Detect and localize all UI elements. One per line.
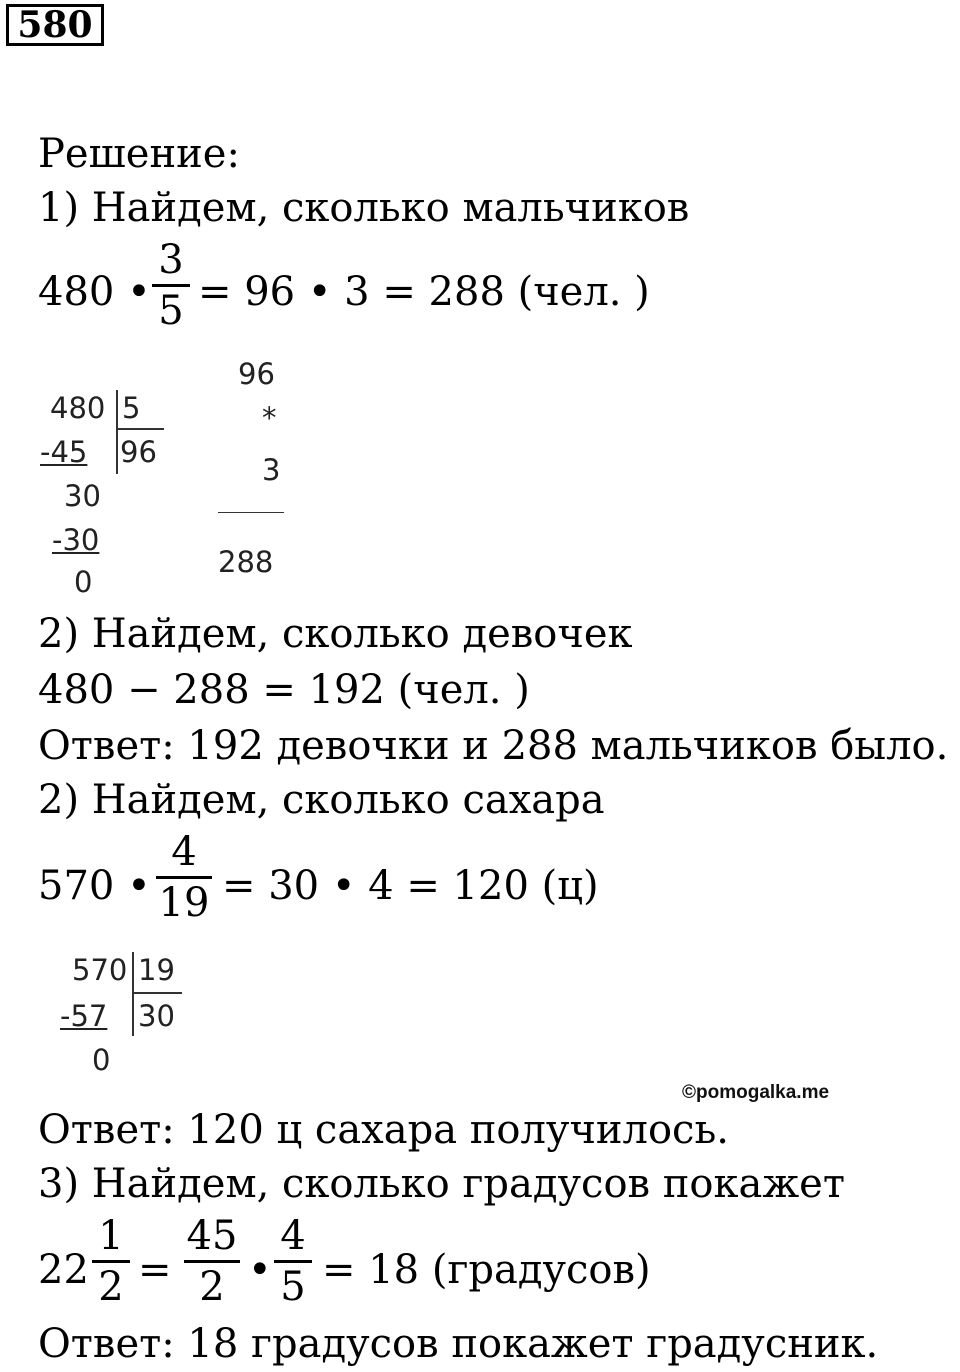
solution-label: Решение: xyxy=(38,131,240,177)
div1-rem2: 0 xyxy=(74,565,93,599)
part3-fraction xyxy=(156,829,212,926)
fraction-bar xyxy=(152,284,190,287)
fraction-bar xyxy=(92,1260,130,1263)
part2-answer: Ответ: 192 девочки и 288 мальчиков было. xyxy=(38,723,949,769)
part2-heading: 2) Найдем, сколько девочек xyxy=(38,611,633,657)
div1-divisor: 5 xyxy=(122,391,141,425)
part4-fraction-3 xyxy=(274,1213,312,1310)
watermark: ©pomogalka.me xyxy=(682,1082,830,1103)
fraction-bar xyxy=(156,876,212,879)
div2-divisor: 19 xyxy=(138,953,175,987)
part1-eq-lhs: 480 • xyxy=(38,269,151,315)
fraction-numerator: 1 xyxy=(98,1213,124,1259)
div1-vertical-line xyxy=(116,390,118,474)
part4-heading: 3) Найдем, сколько градусов покажет xyxy=(38,1161,845,1207)
mult-top: 96 xyxy=(238,357,275,391)
fraction-numerator: 45 xyxy=(186,1213,238,1259)
mult-line xyxy=(218,512,284,513)
fraction-denominator: 2 xyxy=(199,1264,225,1310)
div2-vertical-line xyxy=(132,952,134,1036)
part4-answer: Ответ: 18 градусов покажет градусник. xyxy=(38,1321,879,1367)
div1-dividend: 480 xyxy=(50,391,106,425)
fraction-denominator: 5 xyxy=(158,288,184,334)
part1-eq-rhs: = 96 • 3 = 288 (чел. ) xyxy=(198,269,650,315)
part3-eq-rhs: = 30 • 4 = 120 (ц) xyxy=(222,863,599,909)
part3-answer: Ответ: 120 ц сахара получилось. xyxy=(38,1107,729,1153)
div2-dividend: 570 xyxy=(72,953,128,987)
mult-operator: * xyxy=(262,401,277,435)
part2-equation: 480 − 288 = 192 (чел. ) xyxy=(38,667,530,713)
fraction-bar xyxy=(184,1260,240,1263)
div1-rem1: 30 xyxy=(64,479,101,513)
fraction-bar xyxy=(274,1260,312,1263)
problem-number: 580 xyxy=(6,4,104,46)
div2-rem1: 0 xyxy=(92,1043,111,1077)
div1-sub2: -30 xyxy=(52,523,100,557)
fraction-numerator: 4 xyxy=(280,1213,306,1259)
fraction-denominator: 19 xyxy=(158,880,210,926)
div2-sub1: -57 xyxy=(60,999,108,1033)
part1-fraction xyxy=(152,237,190,334)
mult-result: 288 xyxy=(218,545,274,579)
part3-heading: 2) Найдем, сколько сахара xyxy=(38,777,605,823)
part4-equals: = xyxy=(138,1247,172,1293)
div1-horizontal-line xyxy=(116,428,164,430)
div2-quotient: 30 xyxy=(138,999,175,1033)
part4-fraction-2 xyxy=(184,1213,240,1310)
div1-sub1: -45 xyxy=(40,435,88,469)
part4-fraction-1 xyxy=(92,1213,130,1310)
fraction-numerator: 4 xyxy=(171,829,197,875)
mult-bottom: 3 xyxy=(262,453,281,487)
part4-dot: • xyxy=(248,1247,272,1293)
part4-whole: 22 xyxy=(38,1247,89,1293)
div2-horizontal-line xyxy=(132,992,182,994)
fraction-denominator: 2 xyxy=(98,1264,124,1310)
part4-eq-rhs: = 18 (градусов) xyxy=(322,1247,651,1293)
part3-eq-lhs: 570 • xyxy=(38,863,151,909)
fraction-denominator: 5 xyxy=(280,1264,306,1310)
div1-quotient: 96 xyxy=(120,435,157,469)
fraction-numerator: 3 xyxy=(158,237,184,283)
part1-heading: 1) Найдем, сколько мальчиков xyxy=(38,185,690,231)
